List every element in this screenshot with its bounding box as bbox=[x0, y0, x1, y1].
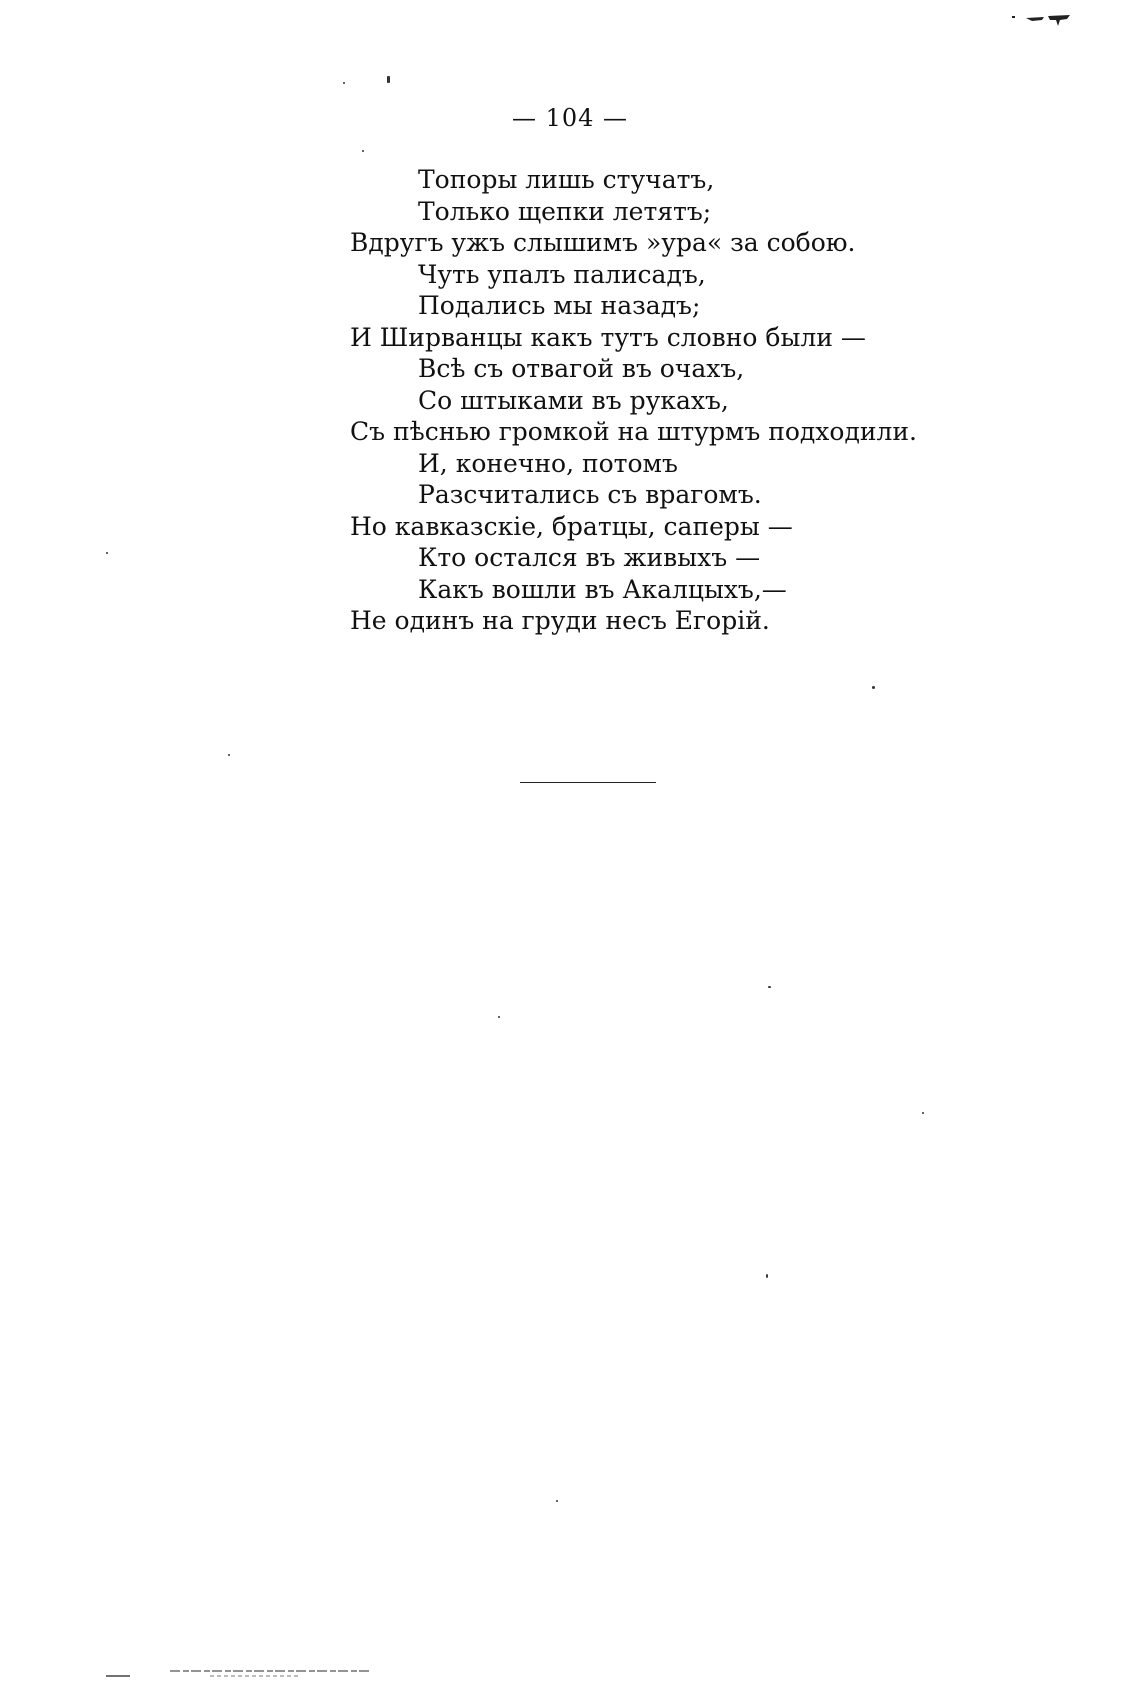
poem-line: Съ пѣснью громкой на штурмъ подходили. bbox=[350, 417, 917, 446]
poem-line: Топоры лишь стучатъ, bbox=[418, 165, 715, 194]
poem-line: Со штыками въ рукахъ, bbox=[418, 385, 729, 415]
poem-line: Вдругъ ужъ слышимъ »ура« за собою. bbox=[350, 228, 856, 257]
poem-line: Только щепки летятъ; bbox=[418, 196, 712, 226]
scan-speck bbox=[872, 686, 875, 689]
scan-smudge-top-right bbox=[1012, 12, 1072, 28]
scan-speck bbox=[343, 82, 345, 84]
poem-line: Подались мы назадъ; bbox=[418, 291, 701, 320]
poem-line: И, конечно, потомъ bbox=[418, 448, 678, 478]
scan-speck bbox=[556, 1500, 558, 1502]
scan-speck bbox=[922, 1112, 924, 1114]
poem-text bbox=[350, 164, 970, 637]
scan-speck bbox=[498, 1016, 500, 1018]
poem-line: Не одинъ на груди несъ Егорій. bbox=[350, 606, 770, 635]
poem-line: Всѣ съ отвагой въ очахъ, bbox=[418, 354, 745, 383]
poem-line: Разсчитались съ врагомъ. bbox=[418, 480, 762, 509]
scan-speck bbox=[362, 150, 364, 152]
scan-speck bbox=[766, 1274, 768, 1278]
poem-line: Но кавказскіе, братцы, саперы — bbox=[350, 511, 793, 541]
scan-speck bbox=[387, 76, 390, 83]
scan-speck bbox=[228, 754, 230, 756]
scan-speck bbox=[106, 552, 108, 554]
scan-smudge-bottom bbox=[100, 1666, 380, 1680]
page-number: — 104 — bbox=[511, 104, 629, 132]
section-end-rule bbox=[520, 782, 656, 783]
poem-line: Кто остался въ живыхъ — bbox=[418, 543, 761, 572]
poem-line: Чуть упалъ палисадъ, bbox=[418, 259, 706, 289]
scan-speck bbox=[768, 986, 771, 988]
poem-line: Какъ вошли въ Акалцыхъ,— bbox=[418, 574, 787, 604]
poem-line: И Ширванцы какъ тутъ словно были — bbox=[350, 322, 866, 352]
